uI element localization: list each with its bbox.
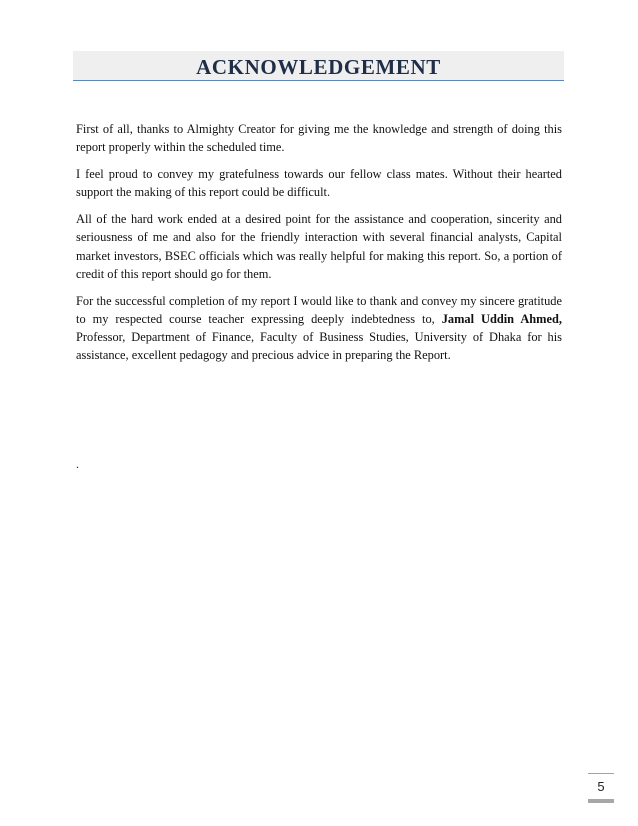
stray-period-mark: . <box>76 457 79 471</box>
paragraph-course-teacher-intro: For the successful completion of my report I would like to thank and convey my sincere gratitude to my respected course teacher expressing deeply indebtedness to, <box>76 293 562 326</box>
page-title: ACKNOWLEDGEMENT <box>196 55 441 79</box>
teacher-name: Jamal Uddin Ahmed, <box>441 311 562 326</box>
acknowledgement-body <box>76 120 562 373</box>
page-number-bar <box>588 799 614 803</box>
paragraph-course-teacher-rest: Professor, Department of Finance, Faculty of Business Studies, University of Dhaka for his assistance, excellent pedagogy and precious advice in preparing the Report. <box>76 329 562 363</box>
acknowledgement-heading-band <box>73 51 564 81</box>
paragraph-course-teacher <box>76 292 562 364</box>
paragraph-thanks-creator: First of all, thanks to Almighty Creator for giving me the knowledge and strength of doing this report properly within the scheduled time. <box>76 122 562 155</box>
page-number-block <box>588 773 614 803</box>
paragraph-classmates: I feel proud to convey my gratefulness towards our fellow class mates. Without their hearted support the making of this report could be difficult. <box>76 167 562 200</box>
page-number-top-rule <box>588 773 614 774</box>
page-number: 5 <box>597 779 605 794</box>
paragraph-hard-work: All of the hard work ended at a desired point for the assistance and cooperation, sincerity and seriousness of me and also for the friendly interaction with several financial analysts, Capital market investors, BSEC officials which was really helpful for making this report. So, a portion of credit of this report should go for them. <box>76 212 562 281</box>
